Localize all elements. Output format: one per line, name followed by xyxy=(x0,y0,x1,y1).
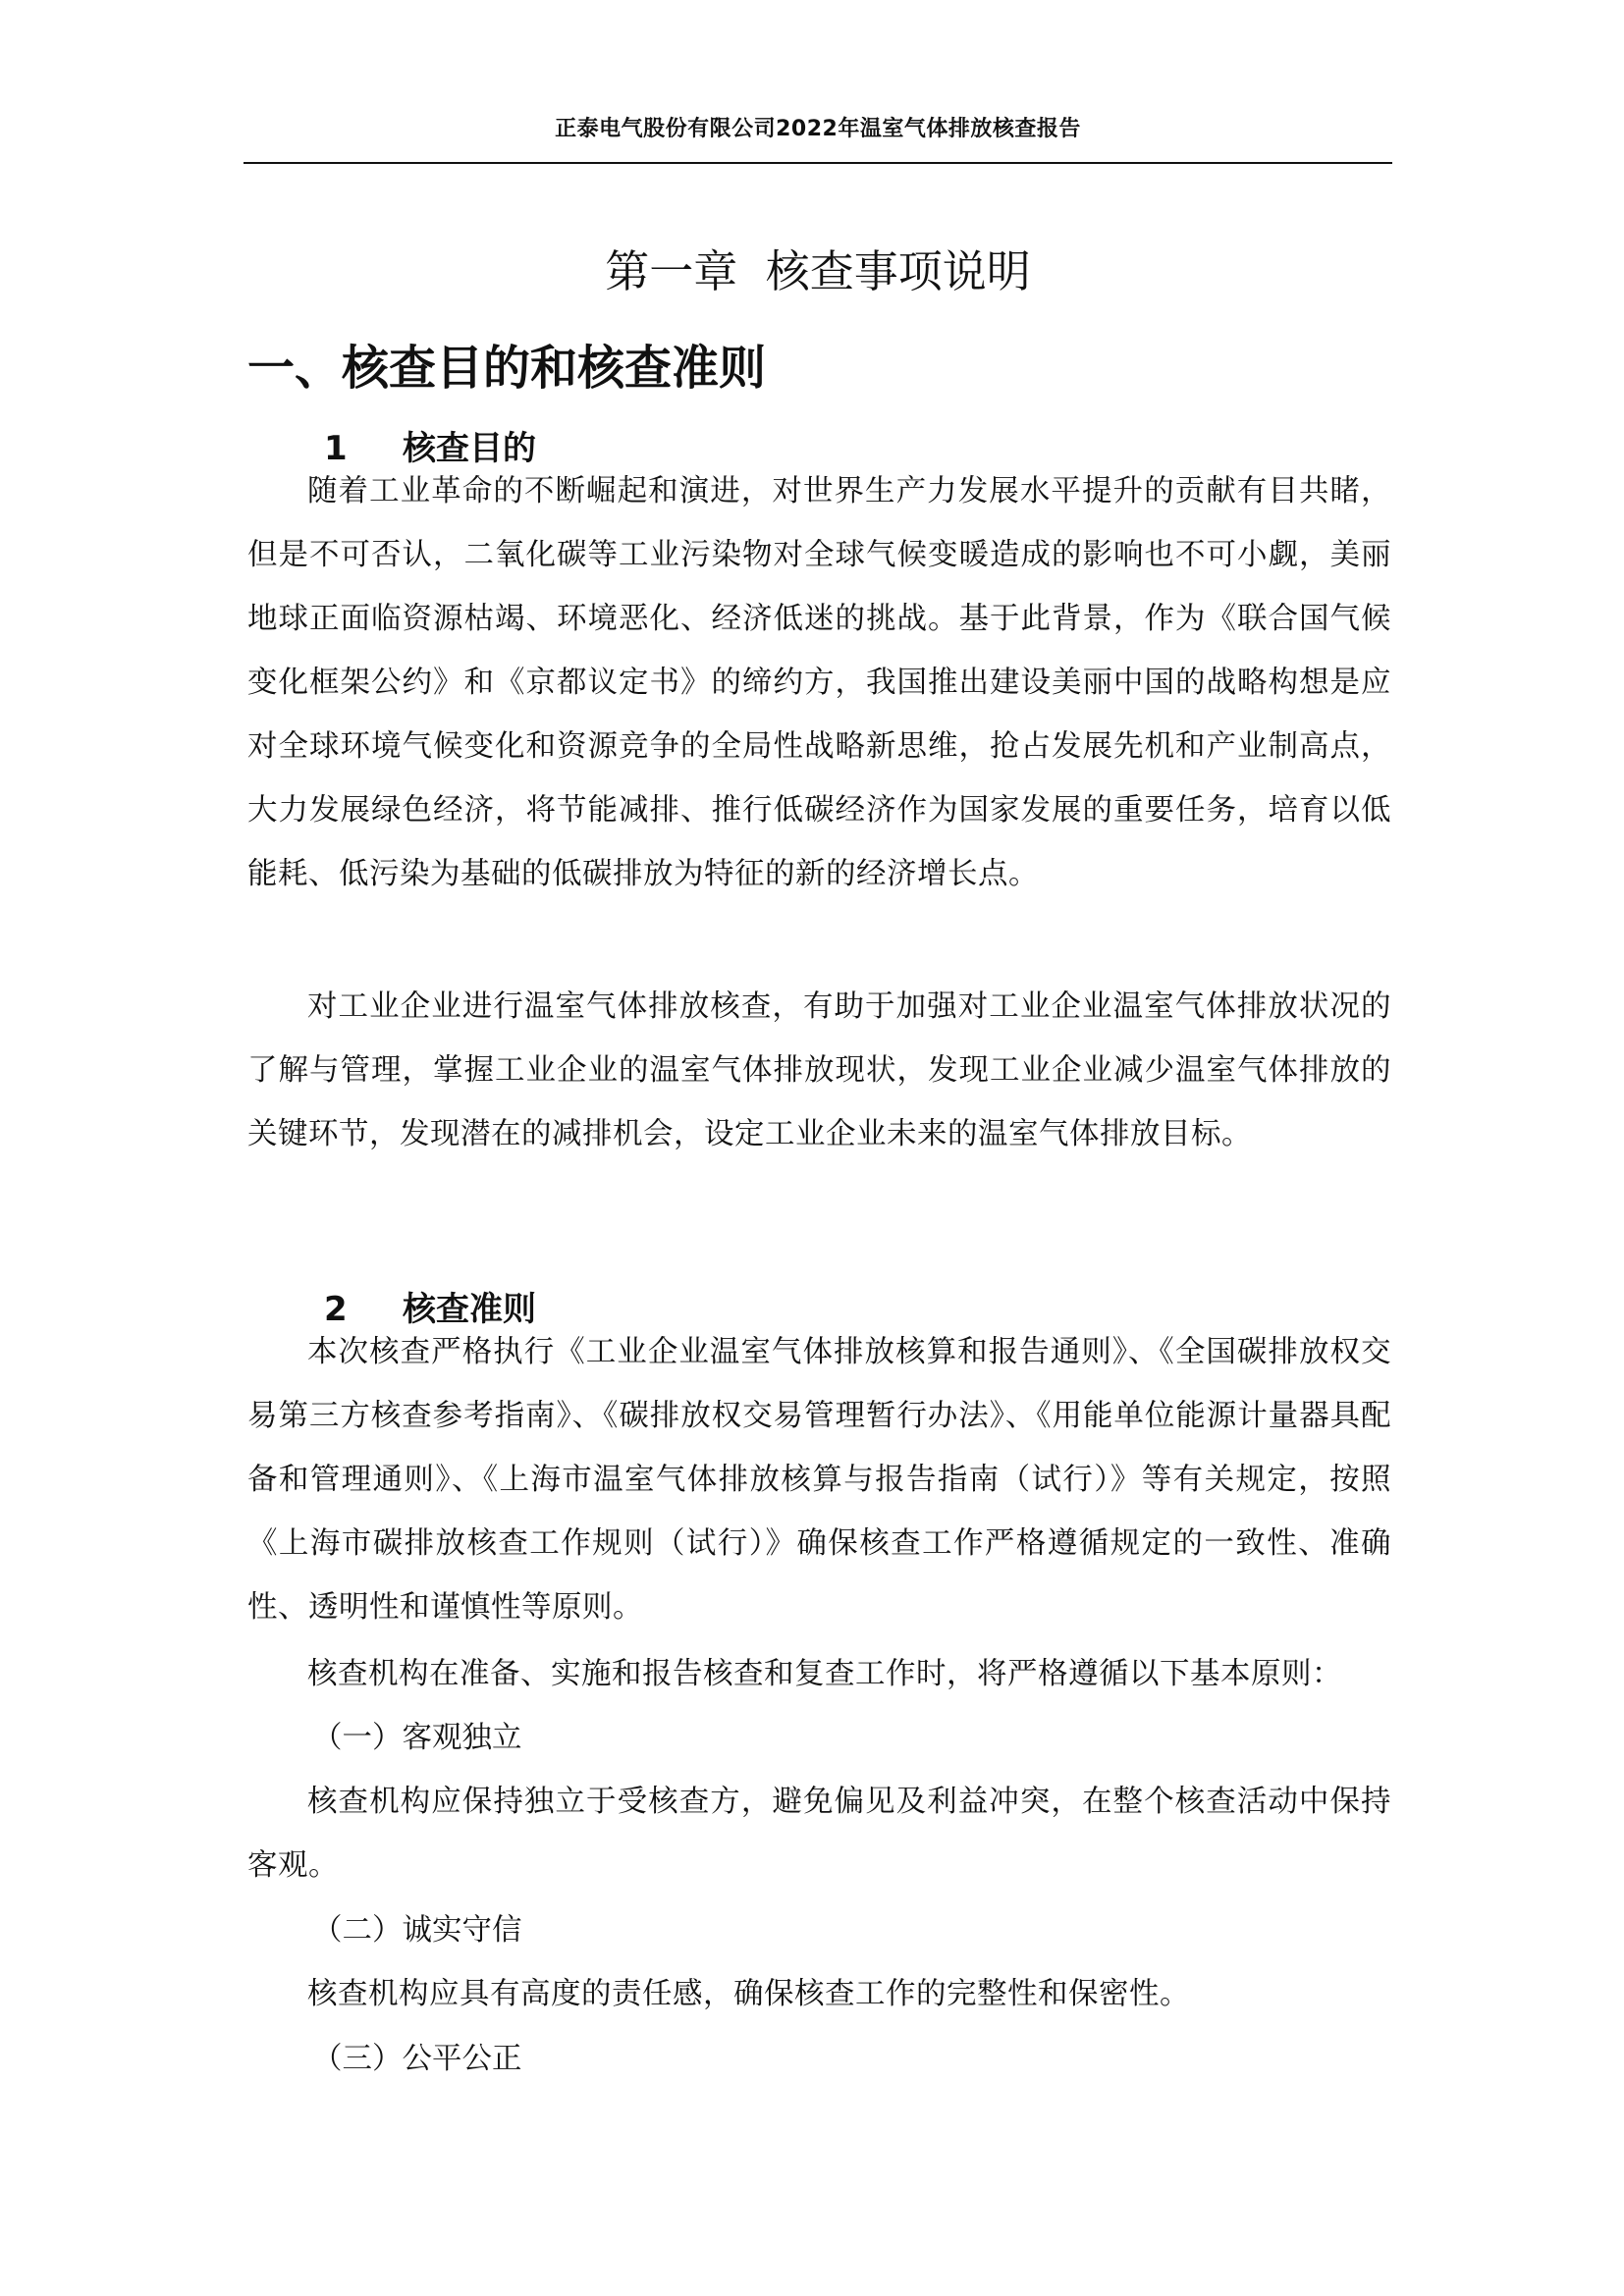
subsection-title: 核查准则 xyxy=(403,1290,536,1329)
header-divider xyxy=(244,162,1392,164)
purpose-paragraph-1: 随着工业革命的不断崛起和演进，对世界生产力发展水平提升的贡献有目共睹，但是不可否认，二氧化碳等工业污染物对全球气候变暖造成的影响也不可小觑，美丽地球正面临资源枯竭、环境恶化、经济低迷的挑战。基于此背景，作为《联合国气候变化框架公约》和《京都议定书》的缔约方，我国推出建设美丽中国的战略构想是应对全球环境气候变化和资源竞争的全局性战略新思维，抢占发展先机和产业制高点，大力发展绿色经济，将节能减排、推行低碳经济作为国家发展的重要任务，培育以低能耗、低污染为基础的低碳排放为特征的新的经济增长点。 xyxy=(247,474,1391,891)
principle-1-text: 核查机构应保持独立于受核查方，避免偏见及利益冲突，在整个核查活动中保持客观。 xyxy=(247,1785,1391,1883)
purpose-paragraph-2: 对工业企业进行温室气体排放核查，有助于加强对工业企业温室气体排放状况的了解与管理，掌握工业企业的温室气体排放现状，发现工业企业减少温室气体排放的关键环节，发现潜在的减排机会，设定工业企业未来的温室气体排放目标。 xyxy=(247,989,1391,1151)
principle-2-text: 核查机构应具有高度的责任感，确保核查工作的完整性和保密性。 xyxy=(307,1977,1190,2011)
criteria-paragraph-1: 本次核查严格执行《工业企业温室气体排放核算和报告通则》、《全国碳排放权交易第三方核查参考指南》、《碳排放权交易管理暂行办法》、《用能单位能源计量器具配备和管理通则》、《上海市温室气体排放核算与报告指南（试行）》等有关规定，按照《上海市碳排放核查工作规则（试行）》确保核查工作严格遵循规定的一致性、准确性、透明性和谨慎性等原则。 xyxy=(247,1335,1391,1625)
subsection-number: 1 xyxy=(324,429,348,468)
principle-3-label: （三）公平公正 xyxy=(312,2042,522,2076)
criteria-paragraph-2: 核查机构在准备、实施和报告核查和复查工作时，将严格遵循以下基本原则： xyxy=(307,1657,1342,1691)
page-header: 正泰电气股份有限公司2022年温室气体排放核查报告 xyxy=(555,117,1081,141)
subsection-title: 核查目的 xyxy=(403,429,536,468)
principle-1-label: （一）客观独立 xyxy=(312,1721,522,1755)
section-title: 一、核查目的和核查准则 xyxy=(247,340,767,396)
subsection-number: 2 xyxy=(324,1290,348,1329)
chapter-title: 第一章 核查事项说明 xyxy=(605,245,1031,298)
principle-2-label: （二）诚实守信 xyxy=(312,1913,522,1948)
